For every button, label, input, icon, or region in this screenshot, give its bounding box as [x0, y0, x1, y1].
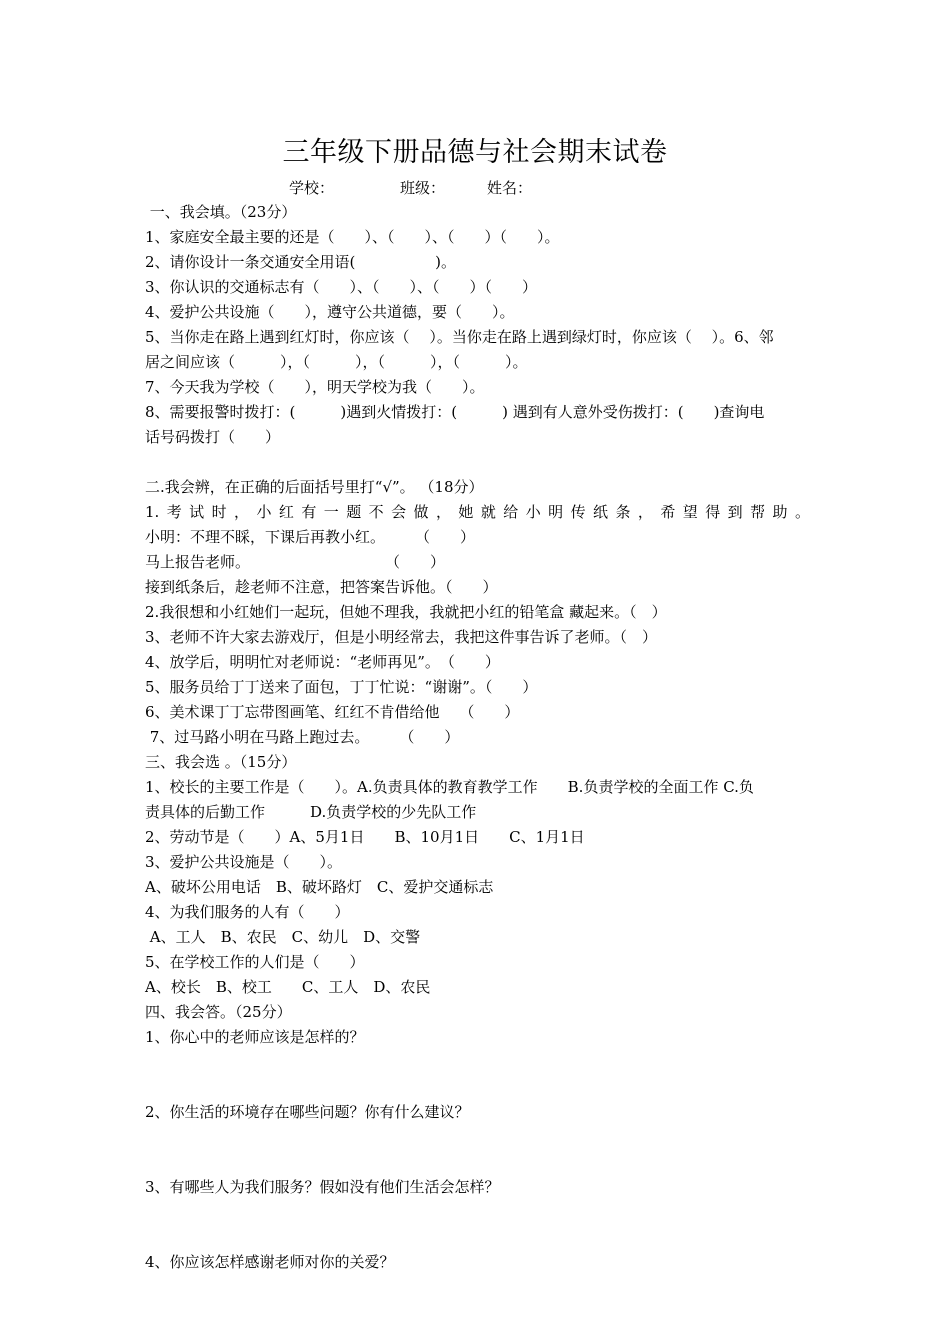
section3-line: 责具体的后勤工作 D.负责学校的少先队工作: [145, 803, 477, 821]
section3-line: 5、在学校工作的人们是（ ）: [145, 953, 365, 971]
section2-line: 2.我很想和小红她们一起玩，但她不理我，我就把小红的铅笔盒 藏起来。（ ）: [145, 603, 667, 621]
section4-heading: 四、我会答。（25分）: [145, 1003, 292, 1021]
section1-line: 话号码拨打（ ）: [145, 428, 281, 446]
section2-line: 7、过马路小明在马路上跑过去。 （ ）: [145, 728, 460, 746]
section1-line: 居之间应该（ ），（ ），（ ），（ ）。: [145, 353, 528, 371]
section2-line: 5、服务员给丁丁送来了面包，丁丁忙说：“谢谢”。（ ）: [145, 678, 538, 696]
section1-line: 5、当你走在路上遇到红灯时，你应该（ ）。当你走在路上遇到绿灯时，你应该（ ）。6、邻: [145, 328, 774, 346]
section3-line: A、破坏公用电话 B、破坏路灯 C、爱护交通标志: [145, 878, 494, 896]
section4-question: 2、你生活的环境存在哪些问题？你有什么建议？: [145, 1103, 470, 1121]
section2-line: 小明：不理不睬，下课后再教小红。 （ ）: [145, 528, 476, 546]
section4-question: 1、你心中的老师应该是怎样的？: [145, 1028, 365, 1046]
answer-space: [145, 1050, 810, 1100]
exam-title: 三年级下册品德与社会期末试卷: [282, 137, 668, 168]
section3-line: 4、为我们服务的人有（ ）: [145, 903, 350, 921]
section2-line: 接到纸条后，趁老师不注意，把答案告诉他。（ ）: [145, 578, 498, 596]
section3-line: 2、劳动节是（ ）A、5月1日 B、10月1日 C、1月1日: [145, 828, 585, 846]
name-label: 姓名：: [487, 179, 533, 197]
spacer: [145, 450, 810, 475]
section1-line: 2、请你设计一条交通安全用语( )。: [145, 253, 457, 271]
section3-heading: 三、我会选 。（15分）: [145, 753, 297, 771]
section2-line: 6、美术课丁丁忘带图画笔、红红不肯借给他 （ ）: [145, 703, 520, 721]
section2-line: 马上报告老师。 （ ）: [145, 553, 446, 571]
section1-line: 4、爱护公共设施（ ），遵守公共道德，要（ ）。: [145, 303, 515, 321]
exam-content: [145, 200, 810, 1275]
section3-line: A、工人 B、农民 C、幼儿 D、交警: [145, 928, 421, 946]
section2-heading: 二.我会辨，在正确的后面括号里打“√”。 （18分）: [145, 478, 484, 496]
section2-line: 4、放学后，明明忙对老师说：“老师再见”。 （ ）: [145, 653, 500, 671]
section3-line: A、校长 B、校工 C、工人 D、农民: [145, 978, 431, 996]
school-label: 学校：: [289, 179, 335, 197]
section1-line: 8、需要报警时拨打：( )遇到火情拨打：( ) 遇到有人意外受伤拨打：( )查询电: [145, 403, 765, 421]
section1-line: 1、家庭安全最主要的还是（ ）、（ ）、（ ）（ ）。: [145, 228, 560, 246]
answer-space: [145, 1200, 810, 1250]
section3-line: 1、校长的主要工作是（ ）。A.负责具体的教育教学工作 B.负责学校的全面工作 C.负: [145, 778, 754, 796]
section2-question-stem: 1.考试时，小红有一题不会做，她就给小明传纸条，希望得到帮助。: [145, 503, 810, 521]
section1-line: 7、今天我为学校（ ），明天学校为我（ ）。: [145, 378, 485, 396]
section2-line: 3、老师不许大家去游戏厅，但是小明经常去，我把这件事告诉了老师。（ ）: [145, 628, 658, 646]
section1-line: 3、你认识的交通标志有（ ）、（ ）、（ ）（ ）: [145, 278, 538, 296]
class-label: 班级：: [400, 179, 446, 197]
section4-question: 3、有哪些人为我们服务？假如没有他们生活会怎样？: [145, 1178, 500, 1196]
section1-heading: 一、我会填。（23分）: [145, 203, 297, 221]
section4-question: 4、你应该怎样感谢老师对你的关爱？: [145, 1253, 395, 1271]
section3-line: 3、爱护公共设施是（ ）。: [145, 853, 343, 871]
answer-space: [145, 1125, 810, 1175]
